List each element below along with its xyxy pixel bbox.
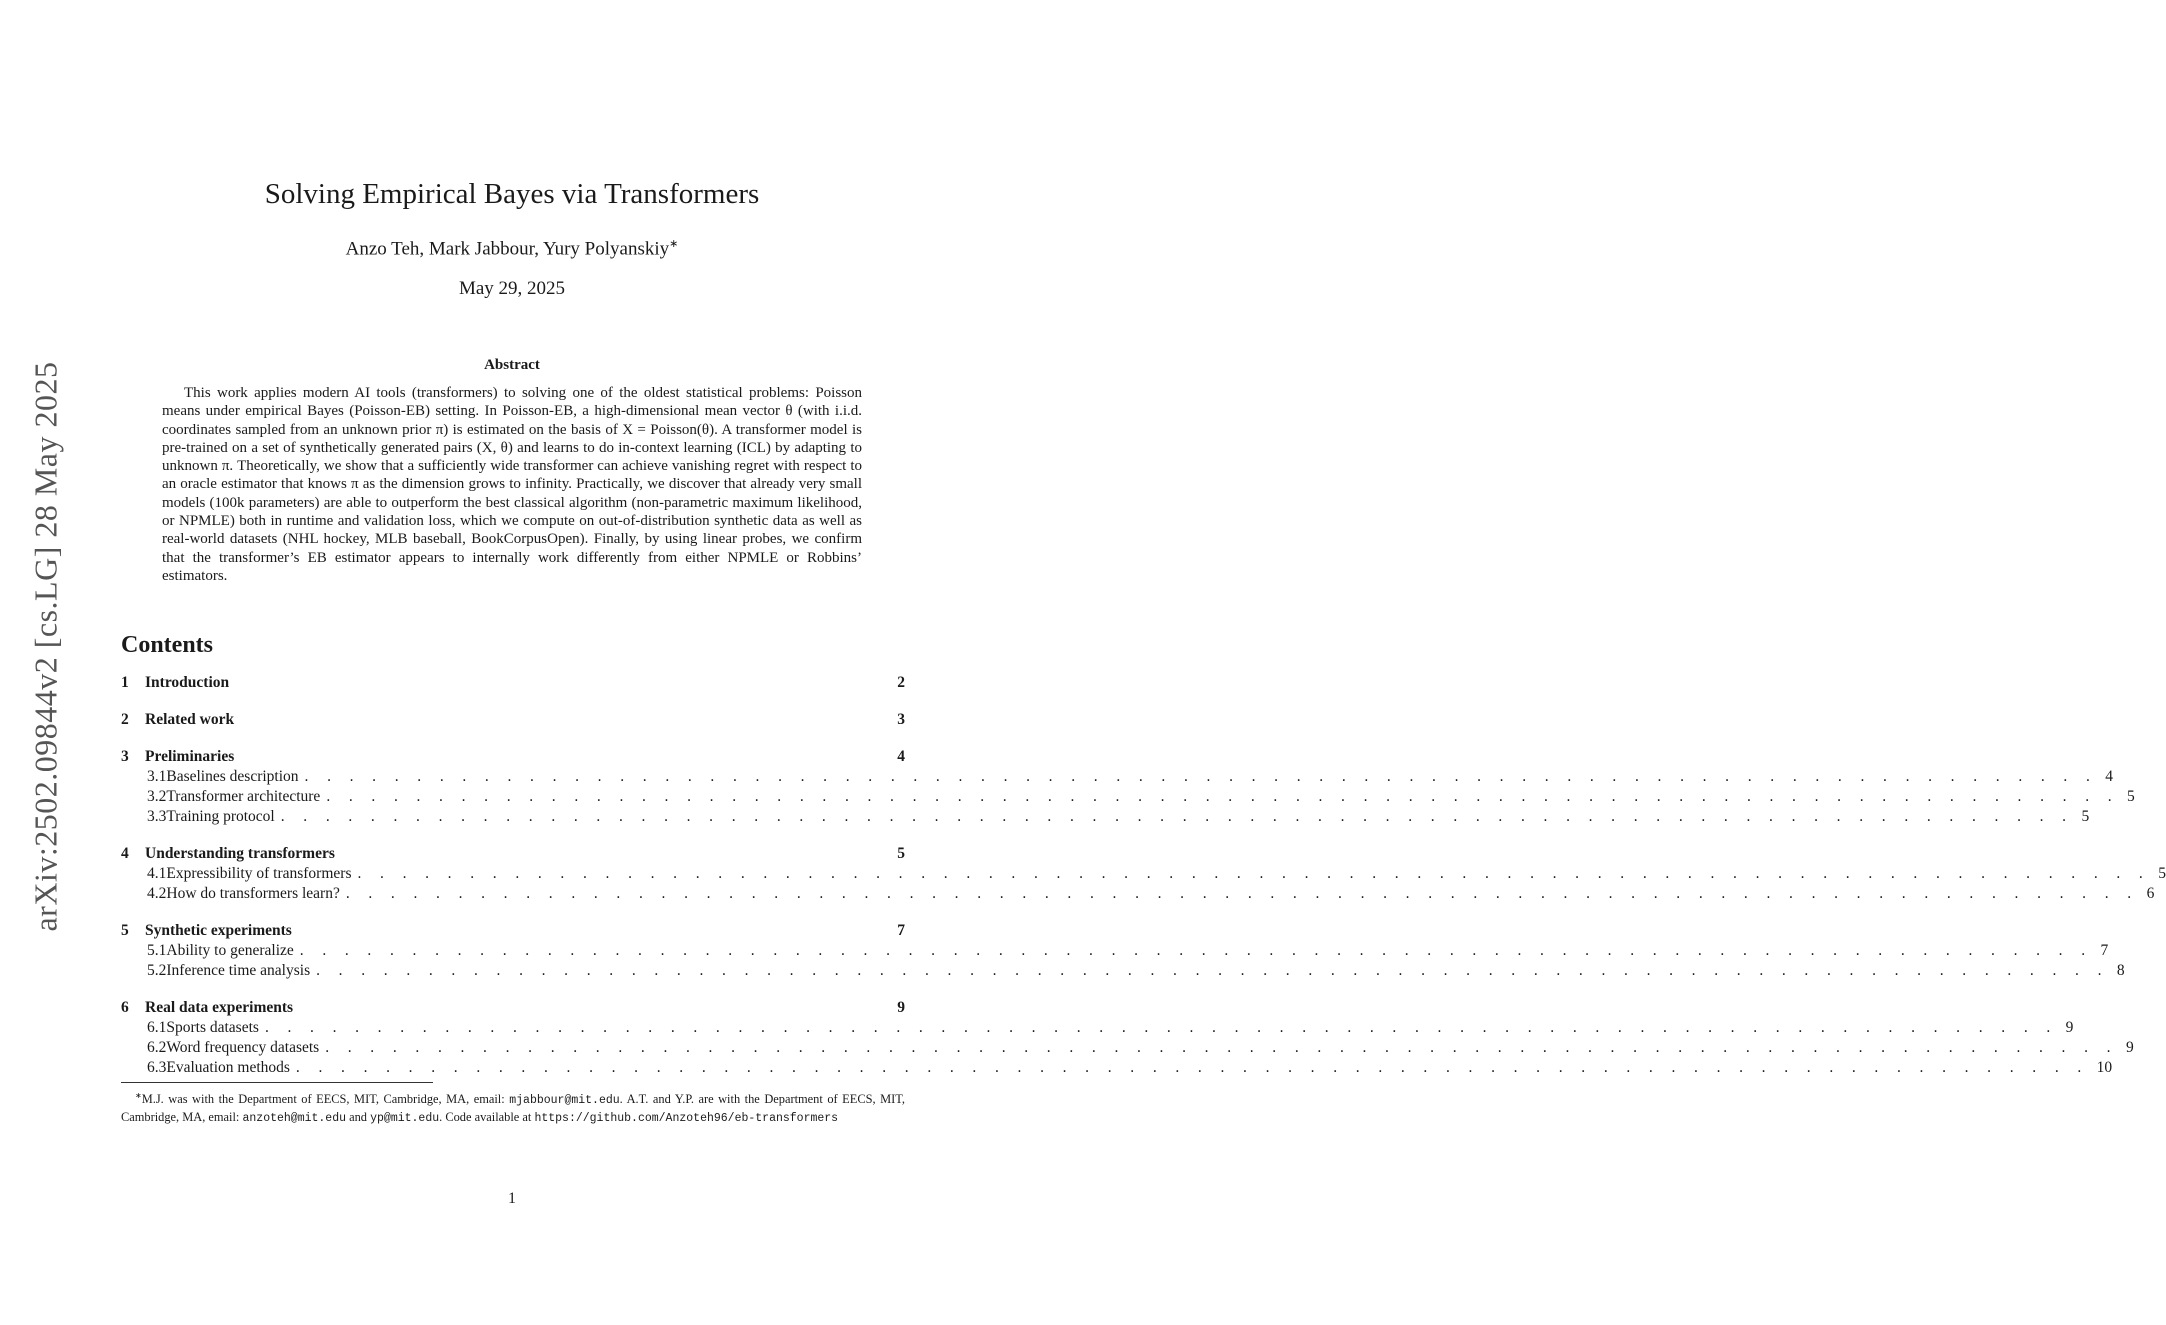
email-link-mjabbour[interactable]: mjabbour@mit.edu — [509, 1094, 620, 1108]
toc-section-6[interactable] — [121, 999, 905, 1019]
toc-section-page: 3 — [897, 711, 905, 728]
toc-subsection-number: 3.2 — [147, 788, 167, 805]
toc-subsection-title: How do transformers learn? — [166, 885, 340, 902]
toc-subsection-page: 8 — [2116, 962, 2125, 979]
toc-dot-leader: . . . . . . . . . . . . . . . . . . . . . . . . . . . . . . . . . . . . . . . . . . . . . . . . . . . . . . . . . . . . . . . . . . . . . . . . . . . . . . . . — [326, 788, 2120, 805]
contents-heading: Contents — [121, 632, 214, 658]
toc-dot-leader: . . . . . . . . . . . . . . . . . . . . . . . . . . . . . . . . . . . . . . . . . . . . . . . . . . . . . . . . . . . . . . . . . . . . . . . . . . . . . . . . — [316, 962, 2109, 979]
toc-section-page: 2 — [897, 674, 905, 691]
toc-dot-leader: . . . . . . . . . . . . . . . . . . . . . . . . . . . . . . . . . . . . . . . . . . . . . . . . . . . . . . . . . . . . . . . . . . . . . . . . . . . . . . . . — [280, 808, 2074, 825]
toc-dot-leader: . . . . . . . . . . . . . . . . . . . . . . . . . . . . . . . . . . . . . . . . . . . . . . . . . . . . . . . . . . . . . . . . . . . . . . . . . . . . . . . . — [357, 865, 2151, 882]
toc-section-5[interactable] — [121, 922, 905, 942]
author-footnote-mark: ∗ — [669, 238, 679, 250]
toc-subsection-number: 6.2 — [147, 1039, 167, 1056]
abstract-heading: Abstract — [484, 357, 540, 373]
toc-subsection-4.2[interactable] — [121, 885, 2155, 905]
toc-subsection-page: 10 — [2096, 1059, 2113, 1076]
toc-section-number: 2 — [121, 711, 129, 728]
toc-subsection-title: Ability to generalize — [166, 942, 294, 959]
toc-subsection-title: Evaluation methods — [166, 1059, 290, 1076]
toc-dot-leader: . . . . . . . . . . . . . . . . . . . . . . . . . . . . . . . . . . . . . . . . . . . . . . . . . . . . . . . . . . . . . . . . . . . . . . . . . . . . . . . . — [264, 1019, 2058, 1036]
toc-subsection-number: 3.3 — [147, 808, 167, 825]
toc-section-number: 1 — [121, 674, 129, 691]
toc-subsection-3.1[interactable] — [121, 768, 2114, 788]
toc-subsection-5.1[interactable] — [121, 942, 2109, 962]
toc-section-number: 5 — [121, 922, 129, 939]
toc-subsection-3.2[interactable] — [121, 788, 2135, 808]
toc-subsection-4.1[interactable] — [121, 865, 2166, 885]
toc-subsection-page: 4 — [2105, 768, 2114, 785]
toc-subsection-number: 5.1 — [147, 942, 167, 959]
toc-subsection-title: Baselines description — [166, 768, 299, 785]
toc-subsection-title: Sports datasets — [166, 1019, 259, 1036]
toc-subsection-title: Training protocol — [166, 808, 275, 825]
toc-dot-leader: . . . . . . . . . . . . . . . . . . . . . . . . . . . . . . . . . . . . . . . . . . . . . . . . . . . . . . . . . . . . . . . . . . . . . . . . . . . . . . . . — [304, 768, 2098, 785]
footnote-text: and — [346, 1110, 371, 1125]
email-link-anzoteh[interactable]: anzoteh@mit.edu — [242, 1112, 347, 1126]
toc-subsection-page: 5 — [2081, 808, 2090, 825]
toc-section-number: 6 — [121, 999, 129, 1016]
toc-section-title: Real data experiments — [145, 999, 294, 1016]
toc-dot-leader: . . . . . . . . . . . . . . . . . . . . . . . . . . . . . . . . . . . . . . . . . . . . . . . . . . . . . . . . . . . . . . . . . . . . . . . . . . . . . . . . — [299, 942, 2093, 959]
toc-subsection-title: Expressibility of transformers — [166, 865, 352, 882]
toc-subsection-number: 6.1 — [147, 1019, 167, 1036]
toc-subsection-6.1[interactable] — [121, 1019, 2074, 1039]
table-of-contents — [121, 674, 2166, 1079]
toc-subsection-title: Word frequency datasets — [166, 1039, 320, 1056]
footnote-text: . A.T. and Y.P. are with the Department of EECS, MIT, Cambridge, MA, email: — [121, 1092, 905, 1125]
toc-subsection-page: 5 — [2127, 788, 2135, 805]
toc-subsection-6.3[interactable] — [121, 1059, 2113, 1079]
toc-section-title: Related work — [145, 711, 235, 728]
toc-section-page: 9 — [897, 999, 905, 1016]
toc-subsection-page: 7 — [2100, 942, 2109, 959]
toc-section-number: 3 — [121, 748, 129, 765]
toc-subsection-title: Transformer architecture — [166, 788, 321, 805]
footnote-text: M.J. was with the Department of EECS, MIT, Cambridge, MA, email: — [141, 1092, 510, 1107]
toc-subsection-page: 5 — [2158, 865, 2166, 882]
toc-section-title: Synthetic experiments — [145, 922, 292, 939]
footnote-mark: ∗ — [135, 1091, 142, 1100]
footnote-text: . Code available at — [439, 1110, 535, 1125]
toc-section-number: 4 — [121, 845, 129, 862]
toc-subsection-number: 4.1 — [147, 865, 167, 882]
toc-subsection-title: Inference time analysis — [166, 962, 311, 979]
toc-section-page: 7 — [897, 922, 905, 939]
code-repository-link[interactable]: https://github.com/Anzoteh96/eb-transformers — [534, 1112, 839, 1126]
toc-subsection-number: 4.2 — [147, 885, 167, 902]
toc-section-4[interactable] — [121, 845, 905, 865]
toc-dot-leader: . . . . . . . . . . . . . . . . . . . . . . . . . . . . . . . . . . . . . . . . . . . . . . . . . . . . . . . . . . . . . . . . . . . . . . . . . . . . . . . . — [345, 885, 2139, 902]
toc-section-page: 5 — [897, 845, 905, 862]
toc-subsection-number: 5.2 — [147, 962, 167, 979]
toc-section-1[interactable] — [121, 674, 905, 694]
toc-section-2[interactable] — [121, 711, 905, 731]
arxiv-identifier-stamp — [18, 346, 74, 946]
toc-section-title: Introduction — [145, 674, 230, 691]
toc-subsection-page: 6 — [2146, 885, 2155, 902]
paper-title: Solving Empirical Bayes via Transformers — [264, 178, 760, 210]
email-link-yp[interactable]: yp@mit.edu — [370, 1112, 440, 1126]
toc-section-3[interactable] — [121, 748, 905, 768]
toc-dot-leader: . . . . . . . . . . . . . . . . . . . . . . . . . . . . . . . . . . . . . . . . . . . . . . . . . . . . . . . . . . . . . . . . . . . . . . . . . . . . . . . . — [295, 1059, 2089, 1076]
paper-date: May 29, 2025 — [458, 278, 566, 299]
toc-subsection-page: 9 — [2065, 1019, 2074, 1036]
toc-section-title: Understanding transformers — [145, 845, 335, 862]
toc-subsection-number: 3.1 — [147, 768, 167, 785]
author-footnote — [121, 1088, 905, 1127]
toc-subsection-number: 6.3 — [147, 1059, 167, 1076]
toc-subsection-6.2[interactable] — [121, 1039, 2134, 1059]
toc-subsection-3.3[interactable] — [121, 808, 2090, 828]
footnote-divider — [121, 1082, 433, 1083]
arxiv-id-text: arXiv:2502.09844v2 [cs.LG] 28 May 2025 — [27, 360, 64, 932]
page-number: 1 — [508, 1190, 516, 1207]
toc-subsection-page: 9 — [2125, 1039, 2134, 1056]
toc-section-title: Preliminaries — [145, 748, 235, 765]
author-list — [0, 237, 1024, 260]
toc-section-page: 4 — [897, 748, 905, 765]
toc-dot-leader: . . . . . . . . . . . . . . . . . . . . . . . . . . . . . . . . . . . . . . . . . . . . . . . . . . . . . . . . . . . . . . . . . . . . . . . . . . . . . . . . — [325, 1039, 2118, 1056]
toc-subsection-5.2[interactable] — [121, 962, 2125, 982]
author-names: Anzo Teh, Mark Jabbour, Yury Polyanskiy — [345, 238, 670, 260]
abstract-body: This work applies modern AI tools (transformers) to solving one of the oldest statistical problems: Poisson means under empirical Bayes (Poisson-EB) setting. In Poisson-EB, a high-dimensional mean vector θ (with i.i.d. coordinates sampled from an unknown prior π) is estimated on the basis of X = Poisson(θ). A transformer model is pre-trained on a set of synthetically generated pairs (X, θ) and learns to do in-context learning (ICL) by adapting to unknown π. Theoretically, we show that a sufficiently wide transformer can achieve vanishing regret with respect to an oracle estimator that knows π as the dimension grows to infinity. Practically, we discover that already very small models (100k parameters) are able to outperform the best classical algorithm (non-parametric maximum likelihood, or NPMLE) both in runtime and validation loss, which we compute on out-of-distribution synthetic data as well as real-world datasets (NHL hockey, MLB baseball, BookCorpusOpen). Finally, by using linear probes, we confirm that the transformer’s EB estimator appears to internally work differently from either NPMLE or Robbins’ estimators. — [162, 385, 862, 584]
